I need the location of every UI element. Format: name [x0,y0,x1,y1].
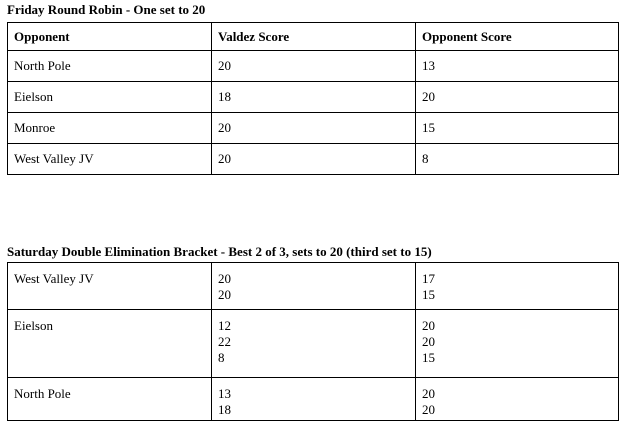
set-score: 20 [422,318,435,333]
opponent-cell: Eielson [8,82,212,113]
set-score: 8 [218,350,225,365]
valdez-score-cell: 20 [212,113,416,144]
opponent-score-cell: 20 [416,82,619,113]
opponent-cell: Eielson [8,310,212,378]
opponent-score-cell: 8 [416,144,619,175]
opponent-score-cell [416,378,619,421]
set-score: 12 [218,318,231,333]
set-score: 20 [218,287,231,302]
bracket-table [7,262,619,421]
opponent-score-cell: 13 [416,51,619,82]
valdez-score-cell [212,378,416,421]
valdez-score-cell: 18 [212,82,416,113]
valdez-score-cell: 20 [212,51,416,82]
opponent-cell: North Pole [8,51,212,82]
set-score: 15 [422,287,435,302]
table-row [8,378,619,421]
table-row [8,310,619,378]
table-header-row [8,23,619,51]
valdez-score-cell [212,310,416,378]
set-score: 20 [218,271,231,286]
opponent-score-cell: 15 [416,113,619,144]
set-score: 17 [422,271,435,286]
header-opponent-score: Opponent Score [416,23,619,51]
set-score: 20 [422,386,435,401]
header-opponent: Opponent [8,23,212,51]
valdez-score-cell: 20 [212,144,416,175]
table-row [8,144,619,175]
set-score: 18 [218,402,231,417]
bracket-title: Saturday Double Elimination Bracket - Best 2 of 3, sets to 20 (third set to 15) [7,244,432,259]
table-row [8,263,619,310]
opponent-score-cell [416,310,619,378]
set-score: 15 [422,350,435,365]
opponent-cell: West Valley JV [8,263,212,310]
round-robin-table [7,22,619,175]
round-robin-title: Friday Round Robin - One set to 20 [7,2,206,17]
header-valdez-score: Valdez Score [212,23,416,51]
set-score: 20 [422,402,435,417]
opponent-cell: North Pole [8,378,212,421]
opponent-cell: Monroe [8,113,212,144]
opponent-cell: West Valley JV [8,144,212,175]
table-row [8,82,619,113]
opponent-score-cell [416,263,619,310]
table-row [8,51,619,82]
valdez-score-cell [212,263,416,310]
table-row [8,113,619,144]
set-score: 22 [218,334,231,349]
set-score: 13 [218,386,231,401]
set-score: 20 [422,334,435,349]
